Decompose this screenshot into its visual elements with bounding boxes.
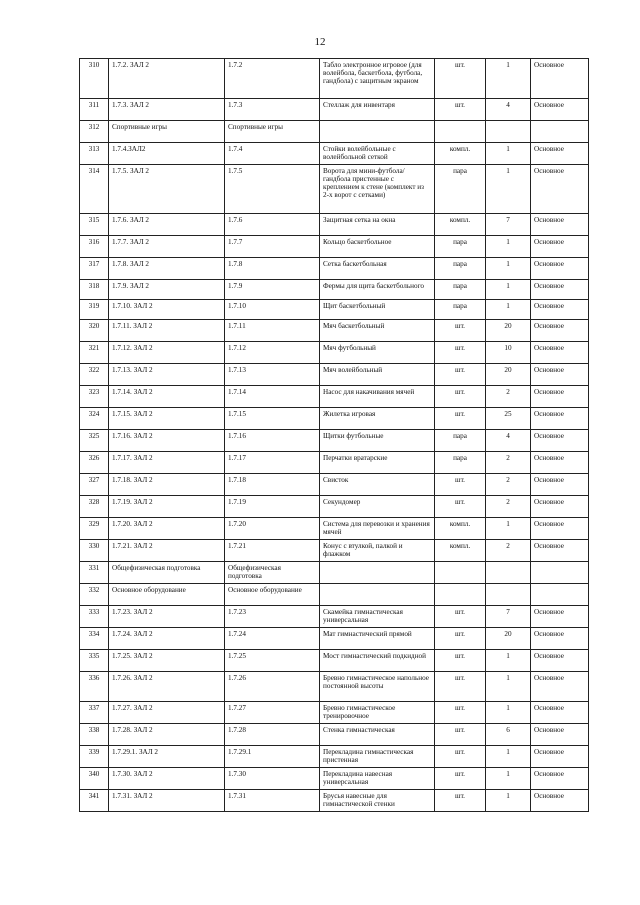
row-number-cell: 311 xyxy=(80,99,109,121)
equipment-type-cell: Основное xyxy=(531,606,589,628)
unit-cell: шт. xyxy=(435,496,486,518)
quantity-cell: 4 xyxy=(486,430,531,452)
row-number-cell: 314 xyxy=(80,165,109,214)
row-number-cell: 335 xyxy=(80,650,109,672)
row-number-cell: 316 xyxy=(80,236,109,258)
table-row xyxy=(80,790,589,812)
table-row xyxy=(80,99,589,121)
item-name-cell: Мяч футбольный xyxy=(320,342,435,364)
quantity-cell: 1 xyxy=(486,746,531,768)
quantity-cell: 1 xyxy=(486,518,531,540)
equipment-type-cell: Основное xyxy=(531,474,589,496)
table-row xyxy=(80,496,589,518)
item-name-cell: Брусья навесные для гимнастической стенки xyxy=(320,790,435,812)
row-number-cell: 321 xyxy=(80,342,109,364)
reference-cell: 1.7.21 xyxy=(225,540,320,562)
item-code-cell: 1.7.15. ЗАЛ 2 xyxy=(109,408,225,430)
row-number-cell: 331 xyxy=(80,562,109,584)
row-number-cell: 320 xyxy=(80,320,109,342)
reference-cell: 1.7.2 xyxy=(225,59,320,99)
reference-cell: 1.7.7 xyxy=(225,236,320,258)
equipment-type-cell: Основное xyxy=(531,540,589,562)
reference-cell: 1.7.30 xyxy=(225,768,320,790)
row-number-cell: 338 xyxy=(80,724,109,746)
equipment-type-cell: Основное xyxy=(531,59,589,99)
unit-cell: шт. xyxy=(435,790,486,812)
table-row xyxy=(80,300,589,320)
row-number-cell: 318 xyxy=(80,280,109,300)
table-row xyxy=(80,214,589,236)
item-code-cell: 1.7.14. ЗАЛ 2 xyxy=(109,386,225,408)
row-number-cell: 312 xyxy=(80,121,109,143)
item-code-cell: 1.7.24. ЗАЛ 2 xyxy=(109,628,225,650)
quantity-cell: 7 xyxy=(486,214,531,236)
equipment-type-cell xyxy=(531,584,589,606)
row-number-cell: 322 xyxy=(80,364,109,386)
item-code-cell: 1.7.2. ЗАЛ 2 xyxy=(109,59,225,99)
quantity-cell: 1 xyxy=(486,258,531,280)
item-code-cell: 1.7.29.1. ЗАЛ 2 xyxy=(109,746,225,768)
item-code-cell: 1.7.9. ЗАЛ 2 xyxy=(109,280,225,300)
item-name-cell xyxy=(320,584,435,606)
table-row xyxy=(80,143,589,165)
reference-cell: 1.7.19 xyxy=(225,496,320,518)
unit-cell: компл. xyxy=(435,214,486,236)
equipment-type-cell: Основное xyxy=(531,702,589,724)
reference-cell: 1.7.3 xyxy=(225,99,320,121)
unit-cell: шт. xyxy=(435,364,486,386)
quantity-cell: 1 xyxy=(486,650,531,672)
table-row xyxy=(80,320,589,342)
unit-cell xyxy=(435,121,486,143)
reference-cell: 1.7.6 xyxy=(225,214,320,236)
item-name-cell: Насос для накачивания мячей xyxy=(320,386,435,408)
item-code-cell: 1.7.5. ЗАЛ 2 xyxy=(109,165,225,214)
item-code-cell: 1.7.26. ЗАЛ 2 xyxy=(109,672,225,702)
item-code-cell: 1.7.16. ЗАЛ 2 xyxy=(109,430,225,452)
table-row xyxy=(80,452,589,474)
row-number-cell: 313 xyxy=(80,143,109,165)
row-number-cell: 330 xyxy=(80,540,109,562)
reference-cell: 1.7.15 xyxy=(225,408,320,430)
item-code-cell: 1.7.10. ЗАЛ 2 xyxy=(109,300,225,320)
item-name-cell: Бревно гимнастическое напольное постоянной высоты xyxy=(320,672,435,702)
item-code-cell: 1.7.7. ЗАЛ 2 xyxy=(109,236,225,258)
item-name-cell: Конус с втулкой, палкой и флажком xyxy=(320,540,435,562)
item-code-cell: Спортивные игры xyxy=(109,121,225,143)
equipment-type-cell: Основное xyxy=(531,452,589,474)
table-row xyxy=(80,518,589,540)
item-code-cell: 1.7.23. ЗАЛ 2 xyxy=(109,606,225,628)
equipment-type-cell: Основное xyxy=(531,342,589,364)
unit-cell: шт. xyxy=(435,702,486,724)
item-name-cell: Сетка баскетбольная xyxy=(320,258,435,280)
item-code-cell: 1.7.3. ЗАЛ 2 xyxy=(109,99,225,121)
reference-cell: 1.7.31 xyxy=(225,790,320,812)
item-name-cell: Свисток xyxy=(320,474,435,496)
reference-cell: 1.7.9 xyxy=(225,280,320,300)
row-number-cell: 340 xyxy=(80,768,109,790)
quantity-cell: 4 xyxy=(486,99,531,121)
row-number-cell: 328 xyxy=(80,496,109,518)
item-code-cell: 1.7.19. ЗАЛ 2 xyxy=(109,496,225,518)
reference-cell: 1.7.16 xyxy=(225,430,320,452)
table-row xyxy=(80,280,589,300)
quantity-cell: 2 xyxy=(486,452,531,474)
item-code-cell: 1.7.17. ЗАЛ 2 xyxy=(109,452,225,474)
item-name-cell: Скамейка гимнастическая универсальная xyxy=(320,606,435,628)
unit-cell: шт. xyxy=(435,606,486,628)
equipment-type-cell: Основное xyxy=(531,364,589,386)
equipment-type-cell: Основное xyxy=(531,236,589,258)
unit-cell: пара xyxy=(435,300,486,320)
equipment-type-cell: Основное xyxy=(531,386,589,408)
table-row xyxy=(80,364,589,386)
unit-cell: шт. xyxy=(435,320,486,342)
reference-cell: Спортивные игры xyxy=(225,121,320,143)
reference-cell: 1.7.27 xyxy=(225,702,320,724)
equipment-type-cell: Основное xyxy=(531,280,589,300)
quantity-cell: 2 xyxy=(486,474,531,496)
quantity-cell: 1 xyxy=(486,143,531,165)
table-row xyxy=(80,672,589,702)
table-row xyxy=(80,650,589,672)
row-number-cell: 317 xyxy=(80,258,109,280)
table-row xyxy=(80,540,589,562)
table-row xyxy=(80,236,589,258)
row-number-cell: 319 xyxy=(80,300,109,320)
item-code-cell: 1.7.11. ЗАЛ 2 xyxy=(109,320,225,342)
quantity-cell: 1 xyxy=(486,790,531,812)
equipment-type-cell: Основное xyxy=(531,214,589,236)
quantity-cell: 1 xyxy=(486,280,531,300)
unit-cell: компл. xyxy=(435,518,486,540)
row-number-cell: 339 xyxy=(80,746,109,768)
unit-cell: шт. xyxy=(435,768,486,790)
reference-cell: 1.7.24 xyxy=(225,628,320,650)
reference-cell: 1.7.26 xyxy=(225,672,320,702)
row-number-cell: 341 xyxy=(80,790,109,812)
quantity-cell: 10 xyxy=(486,342,531,364)
item-name-cell: Табло электронное игровое (для волейбола, баскетбола, футбола, гандбола) с защитным экраном xyxy=(320,59,435,99)
quantity-cell: 1 xyxy=(486,59,531,99)
equipment-type-cell: Основное xyxy=(531,672,589,702)
item-name-cell: Перчатки вратарские xyxy=(320,452,435,474)
equipment-type-cell: Основное xyxy=(531,258,589,280)
unit-cell: шт. xyxy=(435,628,486,650)
table-row xyxy=(80,386,589,408)
item-code-cell: 1.7.8. ЗАЛ 2 xyxy=(109,258,225,280)
row-number-cell: 324 xyxy=(80,408,109,430)
reference-cell: 1.7.5 xyxy=(225,165,320,214)
item-name-cell: Мат гимнастический прямой xyxy=(320,628,435,650)
item-code-cell: Общефизическая подготовка xyxy=(109,562,225,584)
reference-cell: 1.7.25 xyxy=(225,650,320,672)
quantity-cell: 20 xyxy=(486,320,531,342)
unit-cell: пара xyxy=(435,452,486,474)
table-row xyxy=(80,165,589,214)
item-name-cell: Кольцо баскетбольное xyxy=(320,236,435,258)
reference-cell: 1.7.12 xyxy=(225,342,320,364)
equipment-type-cell: Основное xyxy=(531,768,589,790)
row-number-cell: 310 xyxy=(80,59,109,99)
unit-cell: шт. xyxy=(435,342,486,364)
equipment-type-cell: Основное xyxy=(531,790,589,812)
table-row xyxy=(80,768,589,790)
item-name-cell: Перекладина навесная универсальная xyxy=(320,768,435,790)
table-row xyxy=(80,702,589,724)
row-number-cell: 334 xyxy=(80,628,109,650)
quantity-cell: 1 xyxy=(486,672,531,702)
quantity-cell: 20 xyxy=(486,364,531,386)
equipment-type-cell: Основное xyxy=(531,99,589,121)
table-row xyxy=(80,408,589,430)
row-number-cell: 327 xyxy=(80,474,109,496)
reference-cell: 1.7.28 xyxy=(225,724,320,746)
reference-cell: 1.7.4 xyxy=(225,143,320,165)
item-name-cell: Фермы для щита баскетбольного xyxy=(320,280,435,300)
row-number-cell: 329 xyxy=(80,518,109,540)
equipment-type-cell: Основное xyxy=(531,165,589,214)
table-row xyxy=(80,562,589,584)
equipment-type-cell xyxy=(531,121,589,143)
table-row xyxy=(80,584,589,606)
unit-cell: пара xyxy=(435,236,486,258)
unit-cell xyxy=(435,584,486,606)
row-number-cell: 323 xyxy=(80,386,109,408)
unit-cell: компл. xyxy=(435,540,486,562)
quantity-cell: 1 xyxy=(486,768,531,790)
table-row xyxy=(80,121,589,143)
item-code-cell: 1.7.31. ЗАЛ 2 xyxy=(109,790,225,812)
equipment-type-cell: Основное xyxy=(531,496,589,518)
item-name-cell: Щитки футбольные xyxy=(320,430,435,452)
table-row xyxy=(80,258,589,280)
quantity-cell: 20 xyxy=(486,628,531,650)
unit-cell: шт. xyxy=(435,59,486,99)
item-code-cell: 1.7.27. ЗАЛ 2 xyxy=(109,702,225,724)
quantity-cell: 2 xyxy=(486,496,531,518)
quantity-cell: 6 xyxy=(486,724,531,746)
unit-cell: пара xyxy=(435,280,486,300)
table-row xyxy=(80,606,589,628)
item-name-cell xyxy=(320,562,435,584)
table-row xyxy=(80,724,589,746)
row-number-cell: 332 xyxy=(80,584,109,606)
equipment-type-cell: Основное xyxy=(531,320,589,342)
item-code-cell: 1.7.28. ЗАЛ 2 xyxy=(109,724,225,746)
item-name-cell: Стойки волейбольные с волейбольной сеткой xyxy=(320,143,435,165)
equipment-type-cell: Основное xyxy=(531,430,589,452)
table-row xyxy=(80,628,589,650)
reference-cell: 1.7.11 xyxy=(225,320,320,342)
quantity-cell: 1 xyxy=(486,702,531,724)
item-name-cell: Мяч волейбольный xyxy=(320,364,435,386)
quantity-cell: 7 xyxy=(486,606,531,628)
item-name-cell: Защитная сетка на окна xyxy=(320,214,435,236)
unit-cell: пара xyxy=(435,165,486,214)
item-name-cell: Мост гимнастический подкидной xyxy=(320,650,435,672)
table-row xyxy=(80,474,589,496)
unit-cell: шт. xyxy=(435,672,486,702)
row-number-cell: 325 xyxy=(80,430,109,452)
reference-cell: 1.7.29.1 xyxy=(225,746,320,768)
equipment-type-cell: Основное xyxy=(531,628,589,650)
equipment-type-cell xyxy=(531,562,589,584)
quantity-cell: 1 xyxy=(486,236,531,258)
item-code-cell: 1.7.21. ЗАЛ 2 xyxy=(109,540,225,562)
equipment-table xyxy=(79,58,589,812)
reference-cell: 1.7.20 xyxy=(225,518,320,540)
reference-cell: 1.7.14 xyxy=(225,386,320,408)
row-number-cell: 315 xyxy=(80,214,109,236)
unit-cell xyxy=(435,562,486,584)
item-name-cell: Стеллаж для инвентаря xyxy=(320,99,435,121)
row-number-cell: 336 xyxy=(80,672,109,702)
item-name-cell: Система для перевозки и хранения мячей xyxy=(320,518,435,540)
quantity-cell xyxy=(486,121,531,143)
unit-cell: пара xyxy=(435,430,486,452)
equipment-type-cell: Основное xyxy=(531,300,589,320)
item-name-cell xyxy=(320,121,435,143)
reference-cell: 1.7.23 xyxy=(225,606,320,628)
table-row xyxy=(80,746,589,768)
quantity-cell xyxy=(486,562,531,584)
quantity-cell: 1 xyxy=(486,165,531,214)
unit-cell: шт. xyxy=(435,474,486,496)
item-code-cell: 1.7.4.ЗАЛ2 xyxy=(109,143,225,165)
item-name-cell: Щит баскетбольный xyxy=(320,300,435,320)
quantity-cell: 2 xyxy=(486,540,531,562)
reference-cell: Общефизическая подготовка xyxy=(225,562,320,584)
equipment-type-cell: Основное xyxy=(531,724,589,746)
reference-cell: 1.7.13 xyxy=(225,364,320,386)
page-number: 12 xyxy=(314,36,326,48)
item-name-cell: Секундомер xyxy=(320,496,435,518)
item-name-cell: Жилетка игровая xyxy=(320,408,435,430)
unit-cell: шт. xyxy=(435,99,486,121)
table-row xyxy=(80,59,589,99)
item-name-cell: Ворота для мини-футбола/гандбола пристенные с креплением к стене (комплект из 2-х ворот с сетками) xyxy=(320,165,435,214)
item-name-cell: Стенка гимнастическая xyxy=(320,724,435,746)
unit-cell: шт. xyxy=(435,724,486,746)
reference-cell: 1.7.10 xyxy=(225,300,320,320)
quantity-cell xyxy=(486,584,531,606)
quantity-cell: 1 xyxy=(486,300,531,320)
equipment-type-cell: Основное xyxy=(531,518,589,540)
unit-cell: компл. xyxy=(435,143,486,165)
quantity-cell: 2 xyxy=(486,386,531,408)
unit-cell: пара xyxy=(435,258,486,280)
item-code-cell: 1.7.18. ЗАЛ 2 xyxy=(109,474,225,496)
item-code-cell: 1.7.6. ЗАЛ 2 xyxy=(109,214,225,236)
reference-cell: 1.7.17 xyxy=(225,452,320,474)
unit-cell: шт. xyxy=(435,386,486,408)
item-name-cell: Мяч баскетбольный xyxy=(320,320,435,342)
reference-cell: 1.7.18 xyxy=(225,474,320,496)
row-number-cell: 326 xyxy=(80,452,109,474)
row-number-cell: 337 xyxy=(80,702,109,724)
table-row xyxy=(80,342,589,364)
equipment-type-cell: Основное xyxy=(531,143,589,165)
item-code-cell: Основное оборудование xyxy=(109,584,225,606)
item-code-cell: 1.7.20. ЗАЛ 2 xyxy=(109,518,225,540)
table-row xyxy=(80,430,589,452)
item-code-cell: 1.7.13. ЗАЛ 2 xyxy=(109,364,225,386)
reference-cell: 1.7.8 xyxy=(225,258,320,280)
item-name-cell: Бревно гимнастическое тренировочное xyxy=(320,702,435,724)
unit-cell: шт. xyxy=(435,650,486,672)
quantity-cell: 25 xyxy=(486,408,531,430)
item-code-cell: 1.7.25. ЗАЛ 2 xyxy=(109,650,225,672)
equipment-type-cell: Основное xyxy=(531,650,589,672)
unit-cell: шт. xyxy=(435,408,486,430)
item-name-cell: Перекладина гимнастическая пристенная xyxy=(320,746,435,768)
equipment-type-cell: Основное xyxy=(531,746,589,768)
item-code-cell: 1.7.12. ЗАЛ 2 xyxy=(109,342,225,364)
row-number-cell: 333 xyxy=(80,606,109,628)
reference-cell: Основное оборудование xyxy=(225,584,320,606)
item-code-cell: 1.7.30. ЗАЛ 2 xyxy=(109,768,225,790)
unit-cell: шт. xyxy=(435,746,486,768)
equipment-type-cell: Основное xyxy=(531,408,589,430)
